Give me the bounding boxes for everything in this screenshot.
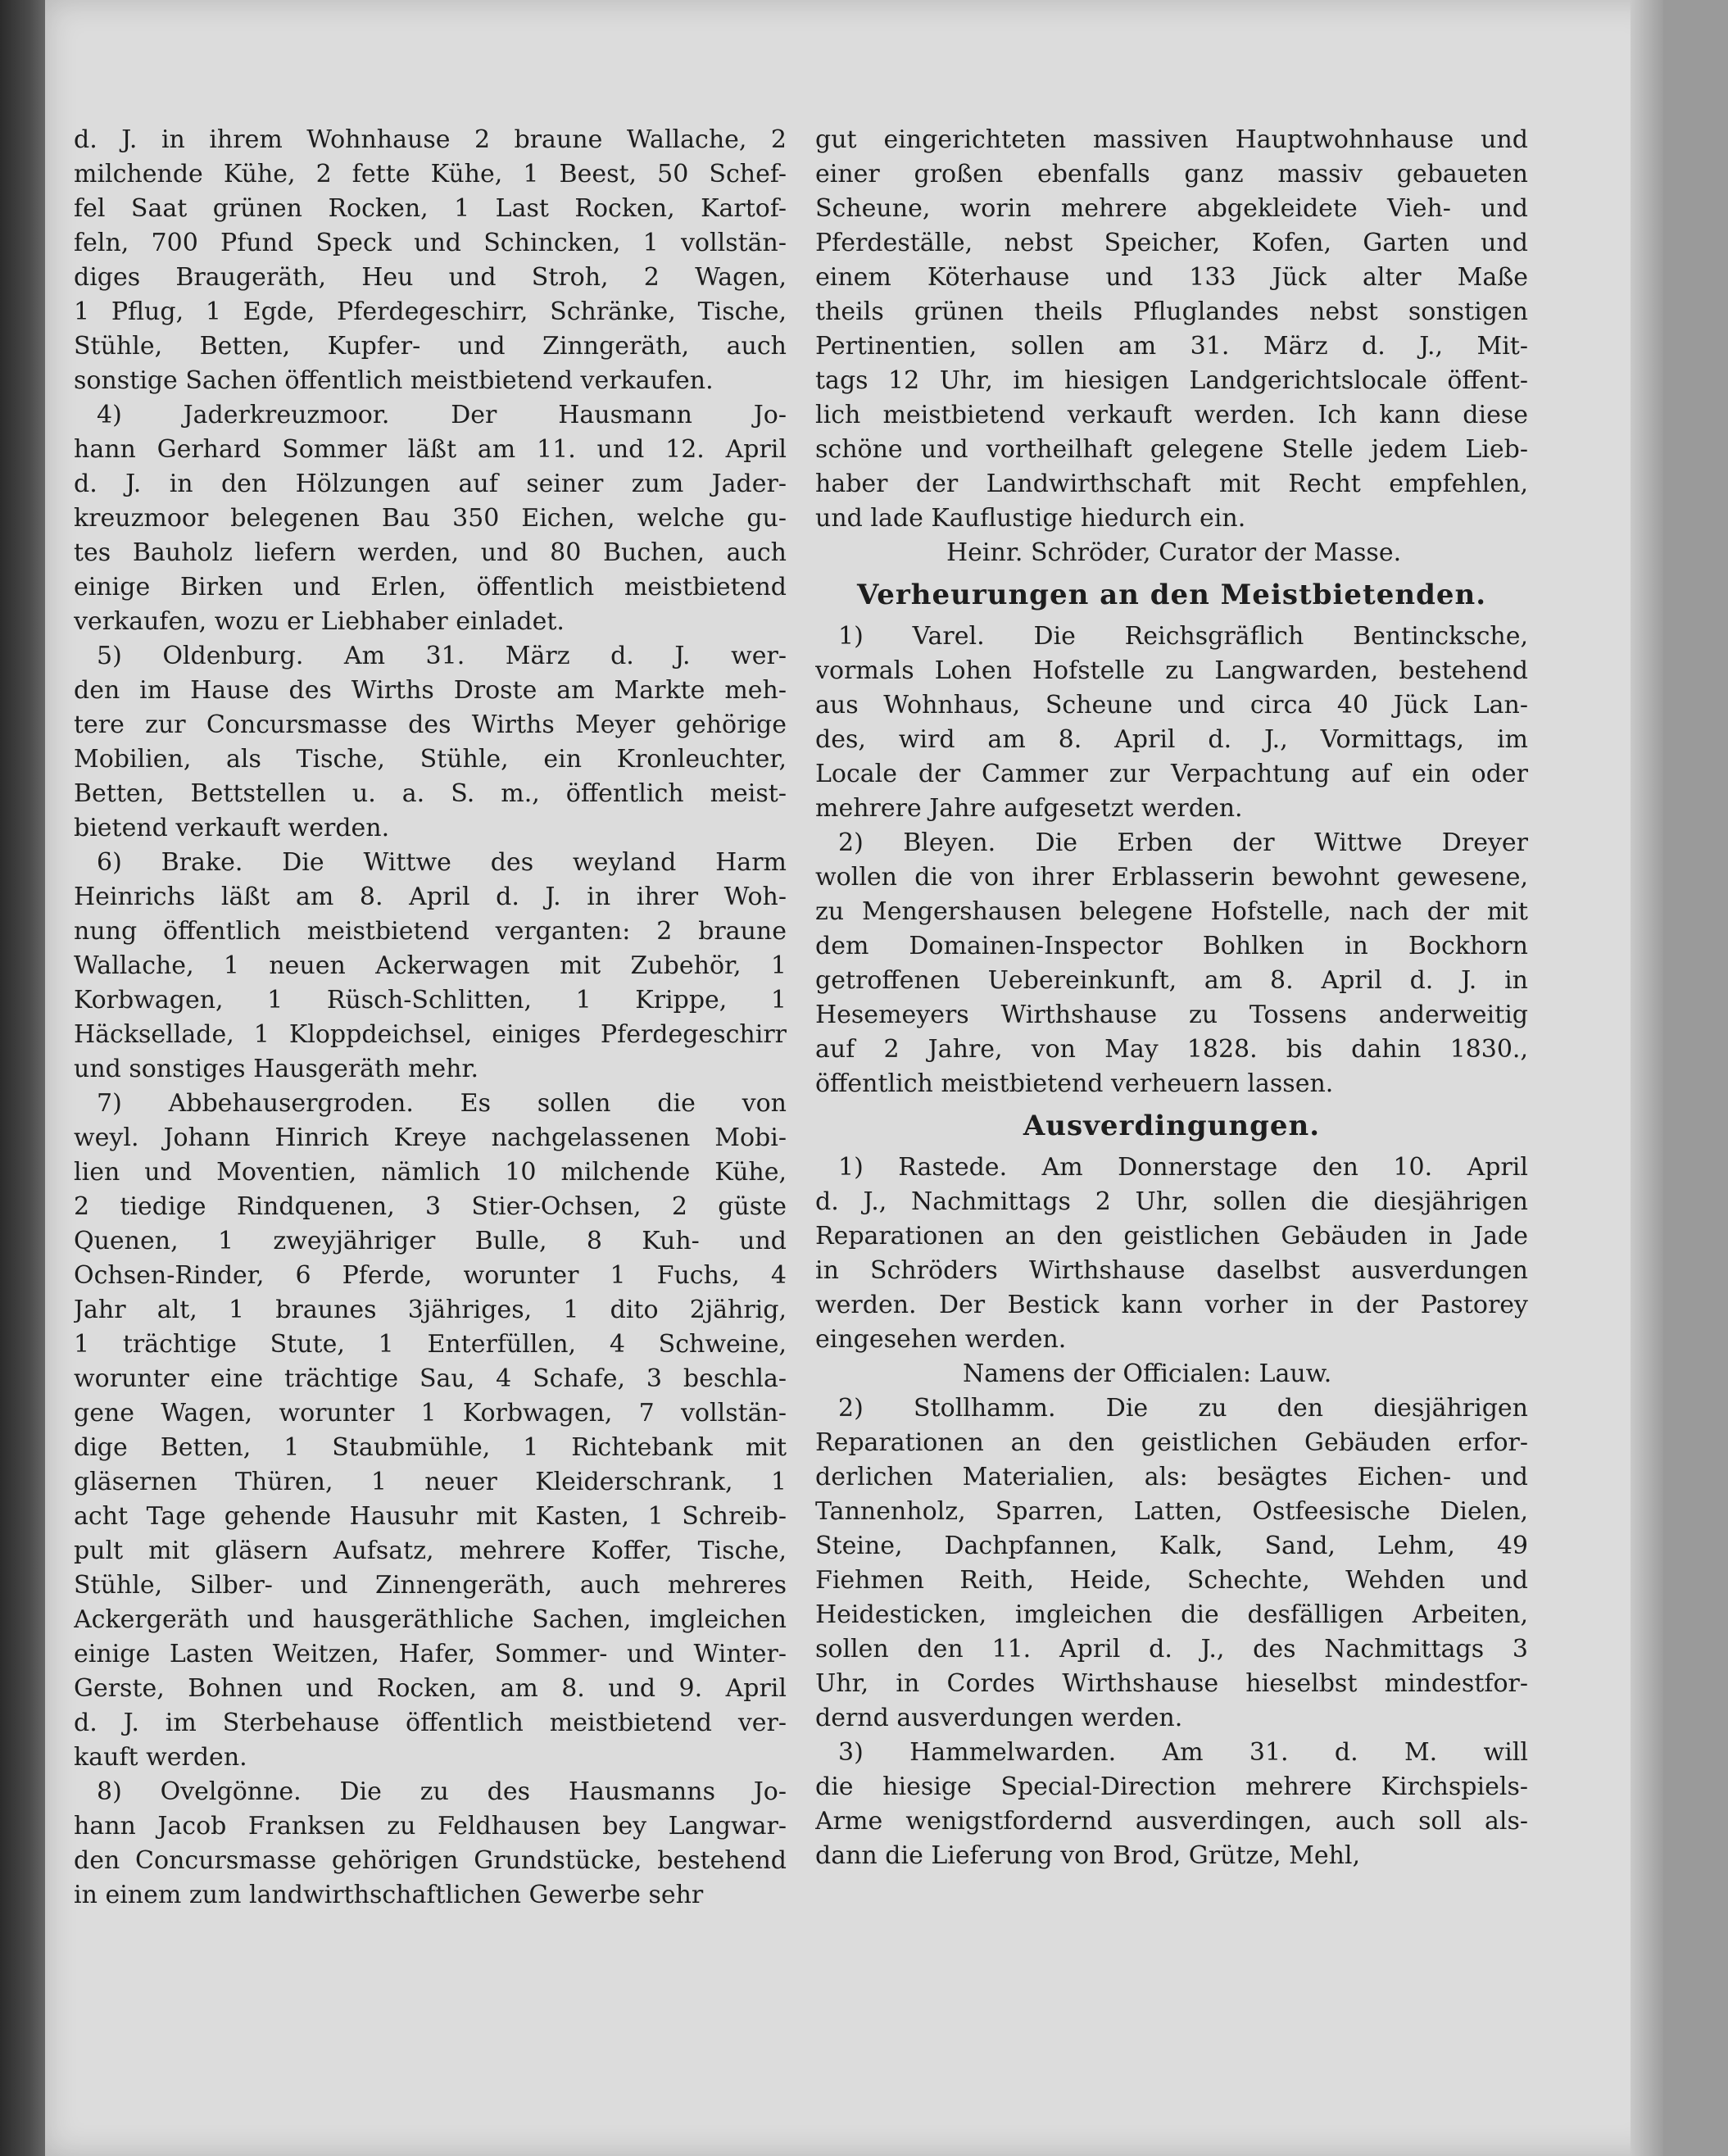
text-line: 4) Jaderkreuzmoor. Der Hausmann Jo-: [97, 401, 787, 429]
signature-line: Heinr. Schröder, Curator der Masse.: [946, 538, 1402, 567]
text-line: 1 trächtige Stute, 1 Enterfüllen, 4 Schweine,: [74, 1330, 787, 1359]
text-line: Ackergeräth und hausgeräthliche Sachen, imgleichen: [74, 1605, 787, 1634]
text-line: Heinrichs läßt am 8. April d. J. in ihrer Woh-: [74, 883, 787, 911]
text-line: Jahr alt, 1 braunes 3jähriges, 1 dito 2jährig,: [74, 1296, 787, 1324]
text-line: werden. Der Bestick kann vorher in der Pastorey: [815, 1291, 1528, 1319]
text-line: Fiehmen Reith, Heide, Schechte, Wehden und: [815, 1566, 1528, 1595]
text-line: lich meistbietend verkauft werden. Ich kann diese: [815, 401, 1528, 429]
scan-edge: [0, 0, 48, 2156]
text-line: haber der Landwirthschaft mit Recht empfehlen,: [815, 470, 1528, 498]
text-line: 1) Rastede. Am Donnerstage den 10. April: [838, 1153, 1528, 1182]
text-line: milchende Kühe, 2 fette Kühe, 1 Beest, 50 Schef-: [74, 160, 787, 188]
text-line: Häcksellade, 1 Kloppdeichsel, einiges Pferdegeschirr: [74, 1020, 787, 1049]
text-line: acht Tage gehende Hausuhr mit Kasten, 1 Schreib-: [74, 1502, 787, 1531]
text-line: Uhr, in Cordes Wirthshause hieselbst mindestfor-: [815, 1669, 1528, 1698]
text-line: theils grünen theils Pfluglandes nebst sonstigen: [815, 297, 1528, 326]
document-page: [45, 0, 1663, 2156]
text-line: 2) Stollhamm. Die zu den diesjährigen: [838, 1394, 1528, 1423]
text-line: derlichen Materialien, als: besägtes Eichen- und: [815, 1463, 1528, 1491]
text-line: tes Bauholz liefern werden, und 80 Buchen, auch: [74, 538, 787, 567]
text-line: Hesemeyers Wirthshause zu Tossens anderweitig: [815, 1001, 1528, 1029]
text-line: 3) Hammelwarden. Am 31. d. M. will: [838, 1738, 1528, 1767]
right-column: [815, 123, 1528, 1873]
text-line: 2) Bleyen. Die Erben der Wittwe Dreyer: [838, 828, 1528, 857]
text-line: feln, 700 Pfund Speck und Schincken, 1 vollstän-: [74, 229, 787, 257]
text-line: Locale der Cammer zur Verpachtung auf ein oder: [815, 760, 1528, 788]
text-line: getroffenen Uebereinkunft, am 8. April d. J. in: [815, 966, 1528, 995]
text-line: Mobilien, als Tische, Stühle, ein Kronleuchter,: [74, 745, 787, 774]
text-line: Ochsen-Rinder, 6 Pferde, worunter 1 Fuchs, 4: [74, 1261, 787, 1290]
text-line: d. J. im Sterbehause öffentlich meistbietend ver-: [74, 1709, 787, 1737]
text-line: tere zur Concursmasse des Wirths Meyer gehörige: [74, 710, 787, 739]
text-line: Quenen, 1 zweyjähriger Bulle, 8 Kuh- und: [74, 1227, 787, 1255]
text-line: Steine, Dachpfannen, Kalk, Sand, Lehm, 49: [815, 1532, 1528, 1560]
text-line: Tannenholz, Sparren, Latten, Ostfeesische Dielen,: [815, 1497, 1528, 1526]
text-line: hann Gerhard Sommer läßt am 11. und 12. April: [74, 435, 787, 464]
text-line: lien und Moventien, nämlich 10 milchende Kühe,: [74, 1158, 787, 1187]
text-line: Pferdeställe, nebst Speicher, Kofen, Garten und: [815, 229, 1528, 257]
text-line: dann die Lieferung von Brod, Grütze, Mehl,: [815, 1841, 1361, 1870]
text-line: gut eingerichteten massiven Hauptwohnhause und: [815, 125, 1528, 154]
text-line: Reparationen an den geistlichen Gebäuden erfor-: [815, 1428, 1528, 1457]
text-line: weyl. Johann Hinrich Kreye nachgelassenen Mobi-: [74, 1123, 787, 1152]
page-fold-shadow: [1630, 0, 1663, 2156]
text-line: nung öffentlich meistbietend verganten: 2 braune: [74, 917, 787, 946]
section-heading: Verheurungen an den Meistbietenden.: [856, 579, 1487, 611]
text-line: dernd ausverdungen werden.: [815, 1704, 1183, 1732]
text-line: worunter eine trächtige Sau, 4 Schafe, 3 beschla-: [74, 1364, 787, 1393]
text-line: Scheune, worin mehrere abgekleidete Vieh- und: [815, 194, 1528, 223]
text-line: hann Jacob Franksen zu Feldhausen bey Langwar-: [74, 1812, 787, 1841]
text-line: Reparationen an den geistlichen Gebäuden in Jade: [815, 1222, 1528, 1250]
text-line: Gerste, Bohnen und Rocken, am 8. und 9. April: [74, 1674, 787, 1703]
left-column: [74, 123, 787, 1913]
text-line: 7) Abbehausergroden. Es sollen die von: [97, 1089, 787, 1118]
text-line: verkaufen, wozu er Liebhaber einladet.: [74, 607, 565, 636]
text-line: den im Hause des Wirths Droste am Markte meh-: [74, 676, 787, 705]
text-line: und sonstiges Hausgeräth mehr.: [74, 1055, 479, 1083]
text-line: die hiesige Special-Direction mehrere Kirchspiels-: [815, 1772, 1528, 1801]
text-line: fel Saat grünen Rocken, 1 Last Rocken, Kartof-: [74, 194, 787, 223]
text-line: sollen den 11. April d. J., des Nachmittags 3: [815, 1635, 1528, 1664]
text-line: Heidesticken, imgleichen die desfälligen Arbeiten,: [815, 1600, 1528, 1629]
text-line: d. J. in den Hölzungen auf seiner zum Jader-: [74, 470, 787, 498]
text-line: in Schröders Wirthshause daselbst ausverdungen: [815, 1256, 1528, 1285]
scan-background: [1663, 0, 1728, 2156]
signature-line: Namens der Officialen: Lauw.: [963, 1359, 1332, 1388]
text-line: d. J. in ihrem Wohnhause 2 braune Wallache, 2: [74, 125, 787, 154]
text-line: in einem zum landwirthschaftlichen Gewerbe sehr: [74, 1881, 704, 1909]
text-line: Wallache, 1 neuen Ackerwagen mit Zubehör, 1: [74, 951, 787, 980]
text-line: einer großen ebenfalls ganz massiv gebaueten: [815, 160, 1528, 188]
text-line: Stühle, Silber- und Zinnengeräth, auch mehreres: [74, 1571, 787, 1600]
text-line: 1) Varel. Die Reichsgräflich Bentincksche,: [838, 622, 1528, 651]
text-line: des, wird am 8. April d. J., Vormittags, im: [815, 725, 1528, 754]
text-line: 5) Oldenburg. Am 31. März d. J. wer-: [97, 642, 787, 670]
text-line: eingesehen werden.: [815, 1325, 1067, 1354]
text-line: Stühle, Betten, Kupfer- und Zinngeräth, auch: [74, 332, 787, 361]
text-line: Betten, Bettstellen u. a. S. m., öffentlich meist-: [74, 779, 787, 808]
text-line: Arme wenigstfordernd ausverdingen, auch soll als-: [815, 1807, 1528, 1836]
text-line: gläsernen Thüren, 1 neuer Kleiderschrank, 1: [74, 1468, 787, 1496]
text-line: Pertinentien, sollen am 31. März d. J., Mit-: [815, 332, 1528, 361]
text-line: wollen die von ihrer Erblasserin bewohnt gewesene,: [815, 863, 1528, 892]
section-heading: Ausverdingungen.: [1023, 1110, 1321, 1142]
text-line: einige Birken und Erlen, öffentlich meistbietend: [74, 573, 787, 601]
text-line: tags 12 Uhr, im hiesigen Landgerichtslocale öffent-: [815, 366, 1528, 395]
text-line: sonstige Sachen öffentlich meistbietend verkaufen.: [74, 366, 714, 395]
text-line: zu Mengershausen belegene Hofstelle, nach der mit: [815, 897, 1528, 926]
text-line: vormals Lohen Hofstelle zu Langwarden, bestehend: [815, 656, 1528, 685]
text-line: einige Lasten Weitzen, Hafer, Sommer- und Winter-: [74, 1640, 787, 1668]
text-line: dem Domainen-Inspector Bohlken in Bockhorn: [815, 932, 1528, 960]
text-line: Korbwagen, 1 Rüsch-Schlitten, 1 Krippe, 1: [74, 986, 787, 1014]
text-line: kauft werden.: [74, 1743, 247, 1772]
text-line: öffentlich meistbietend verheuern lassen.: [815, 1069, 1334, 1098]
text-line: aus Wohnhaus, Scheune und circa 40 Jück Lan-: [815, 691, 1528, 719]
text-line: einem Köterhause und 133 Jück alter Maße: [815, 263, 1528, 292]
text-line: 6) Brake. Die Wittwe des weyland Harm: [97, 848, 787, 877]
text-line: schöne und vortheilhaft gelegene Stelle jedem Lieb-: [815, 435, 1528, 464]
text-line: d. J., Nachmittags 2 Uhr, sollen die diesjährigen: [815, 1187, 1528, 1216]
text-line: auf 2 Jahre, von May 1828. bis dahin 1830.,: [815, 1035, 1528, 1064]
text-line: 1 Pflug, 1 Egde, Pferdegeschirr, Schränke, Tische,: [74, 297, 787, 326]
text-line: pult mit gläsern Aufsatz, mehrere Koffer, Tische,: [74, 1536, 787, 1565]
text-line: diges Braugeräth, Heu und Stroh, 2 Wagen,: [74, 263, 787, 292]
text-line: gene Wagen, worunter 1 Korbwagen, 7 vollstän-: [74, 1399, 787, 1427]
text-line: kreuzmoor belegenen Bau 350 Eichen, welche gu-: [74, 504, 787, 533]
text-line: mehrere Jahre aufgesetzt werden.: [815, 794, 1243, 823]
text-line: 2 tiedige Rindquenen, 3 Stier-Ochsen, 2 güste: [74, 1192, 787, 1221]
text-line: bietend verkauft werden.: [74, 814, 390, 842]
text-line: den Concursmasse gehörigen Grundstücke, bestehend: [74, 1846, 787, 1875]
text-line: und lade Kauflustige hiedurch ein.: [815, 504, 1246, 533]
text-line: dige Betten, 1 Staubmühle, 1 Richtebank mit: [74, 1433, 787, 1462]
text-line: 8) Ovelgönne. Die zu des Hausmanns Jo-: [97, 1777, 787, 1806]
